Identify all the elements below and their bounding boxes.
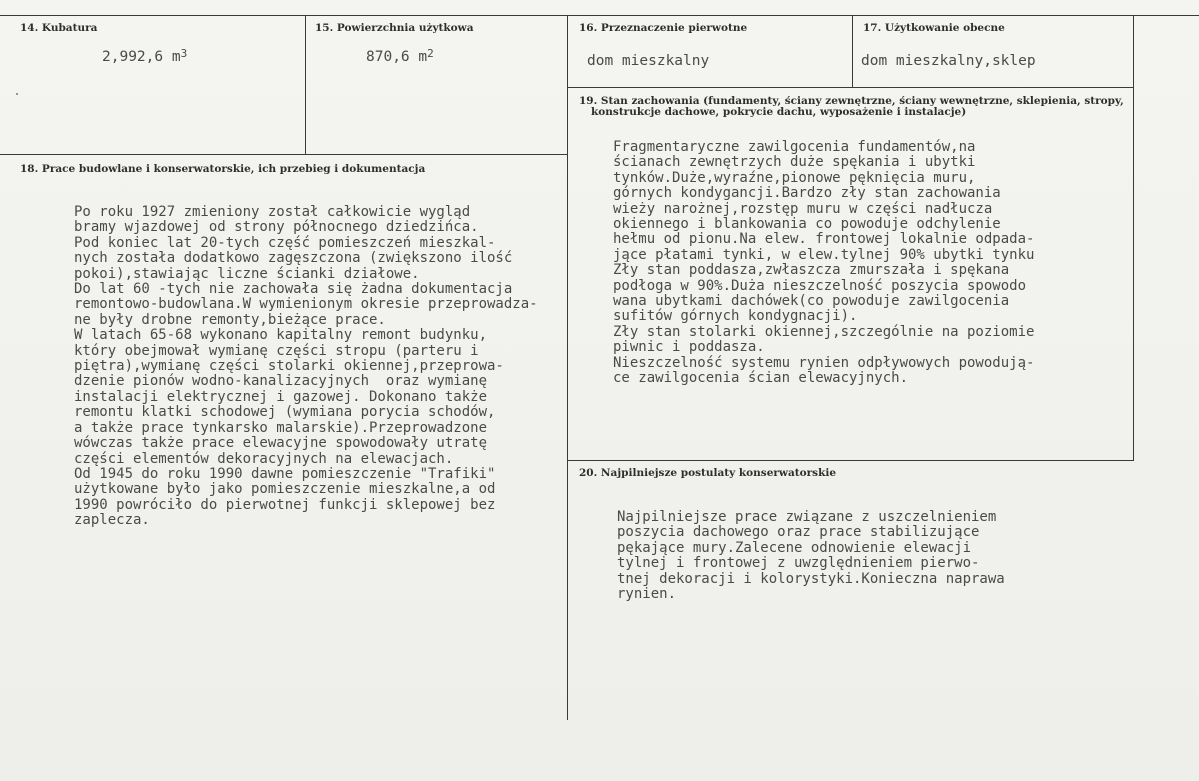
section20-text: Najpilniejsze prace związane z uszczelnieniem poszycia dachowego oraz prace stabilizujące pękające mury.Zalecene odnowienie elewacji tylnej i frontowej z uwzględnieniem pierwo- tnej dekoracji i kolorystyki.Konieczna naprawa rynien.	[617, 509, 1005, 603]
powierzchnia-label: 15. Powierzchnia użytkowa	[315, 22, 474, 34]
section20-top-rule	[567, 460, 1133, 461]
section20-label: 20. Najpilniejsze postulaty konserwatorskie	[579, 467, 837, 479]
section19-label-line1: 19. Stan zachowania (fundamenty, ściany zewnętrzne, ściany wewnętrzne, sklepienia, stropy,	[579, 95, 1124, 107]
przeznaczenie-label: 16. Przeznaczenie pierwotne	[579, 22, 748, 34]
divider-14-15	[305, 15, 306, 155]
right-border-upper	[1133, 15, 1134, 87]
right-border-lower	[1133, 87, 1134, 461]
section18-label: 18. Prace budowlane i konserwatorskie, ich przebieg i dokumentacja	[20, 163, 426, 175]
row1-bottom-rule-right	[567, 87, 1133, 88]
divider-16-17	[852, 15, 853, 87]
kubatura-label: 14. Kubatura	[20, 22, 98, 34]
section19-label-line2: konstrukcje dachowe, pokrycie dachu, wyposażenie i instalacje)	[591, 106, 967, 118]
speck	[16, 93, 18, 95]
powierzchnia-number: 870,6 m	[366, 49, 428, 65]
uzytkowanie-label: 17. Użytkowanie obecne	[863, 22, 1005, 34]
przeznaczenie-value: dom mieszkalny	[587, 53, 710, 69]
kubatura-number: 2,992,6 m	[102, 49, 181, 65]
section18-top-rule	[0, 154, 567, 155]
uzytkowanie-value: dom mieszkalny,sklep	[861, 53, 1036, 69]
main-vertical-divider	[567, 15, 568, 720]
kubatura-value	[102, 49, 187, 65]
powierzchnia-value	[366, 49, 434, 65]
section18-text: Po roku 1927 zmieniony został całkowicie wygląd bramy wjazdowej od strony północnego dziedzińca. Pod koniec lat 20-tych część pomieszczeń mieszkal- nych została dodatkowo zagęszczona (zwiększono ilość pokoi),stawiając liczne ścianki działowe. Do lat 60 -tych nie zachowała się żadna dokumentacja remontowo-budowlana.W wymienionym okresie przeprowadza- ne były drobne remonty,bieżące prace. W latach 65-68 wykonano kapitalny remont budynku, który obejmował wymianę części stropu (parteru i piętra),wymianę części stolarki okiennej,przeprowa- dzenie pionów wodno-kanalizacyjnych oraz wymianę instalacji elektrycznej i gazowej. Dokonano także remontu klatki schodowej (wymiana porycia schodów, a także prace tynkarsko malarskie).Przeprowadzone wówczas także prace elewacyjne spowodowały utratę części elementów dekoracyjnych na elewacjach. Od 1945 do roku 1990 dawne pomieszczenie "Trafiki" użytkowane było jako pomieszczenie mieszkalne,a od 1990 powróciło do pierwotnej funkcji sklepowej bez zaplecza.	[74, 204, 538, 529]
top-rule	[0, 15, 1199, 16]
section19-text: Fragmentaryczne zawilgocenia fundamentów,na ścianach zewnętrzych duże spękania i ubytki tynków.Duże,wyraźne,pionowe pęknięcia muru, górnych kondygancji.Bardzo zły stan zachowania wieży narożnej,rozstęp muru w części nadłucza okiennego i blankowania co powoduje odchylenie hełmu od pionu.Na elew. frontowej lokalnie odpada- jące płatami tynki, w elew.tylnej 90% ubytki tynku Zły stan poddasza,zwłaszcza zmurszała i spękana podłoga w 90%.Duża nieszczelność poszycia spowodo wana ubytkami dachówek(co powoduje zawilgocenia sufitów górnych kondygnacji). Zły stan stolarki okiennej,szczególnie na poziomie piwnic i poddasza. Nieszczelność systemu rynien odpływowych powodują- ce zawilgocenia ścian elewacyjnych.	[613, 139, 1035, 387]
powierzchnia-exponent: 2	[427, 47, 434, 60]
kubatura-exponent: 3	[180, 47, 188, 60]
